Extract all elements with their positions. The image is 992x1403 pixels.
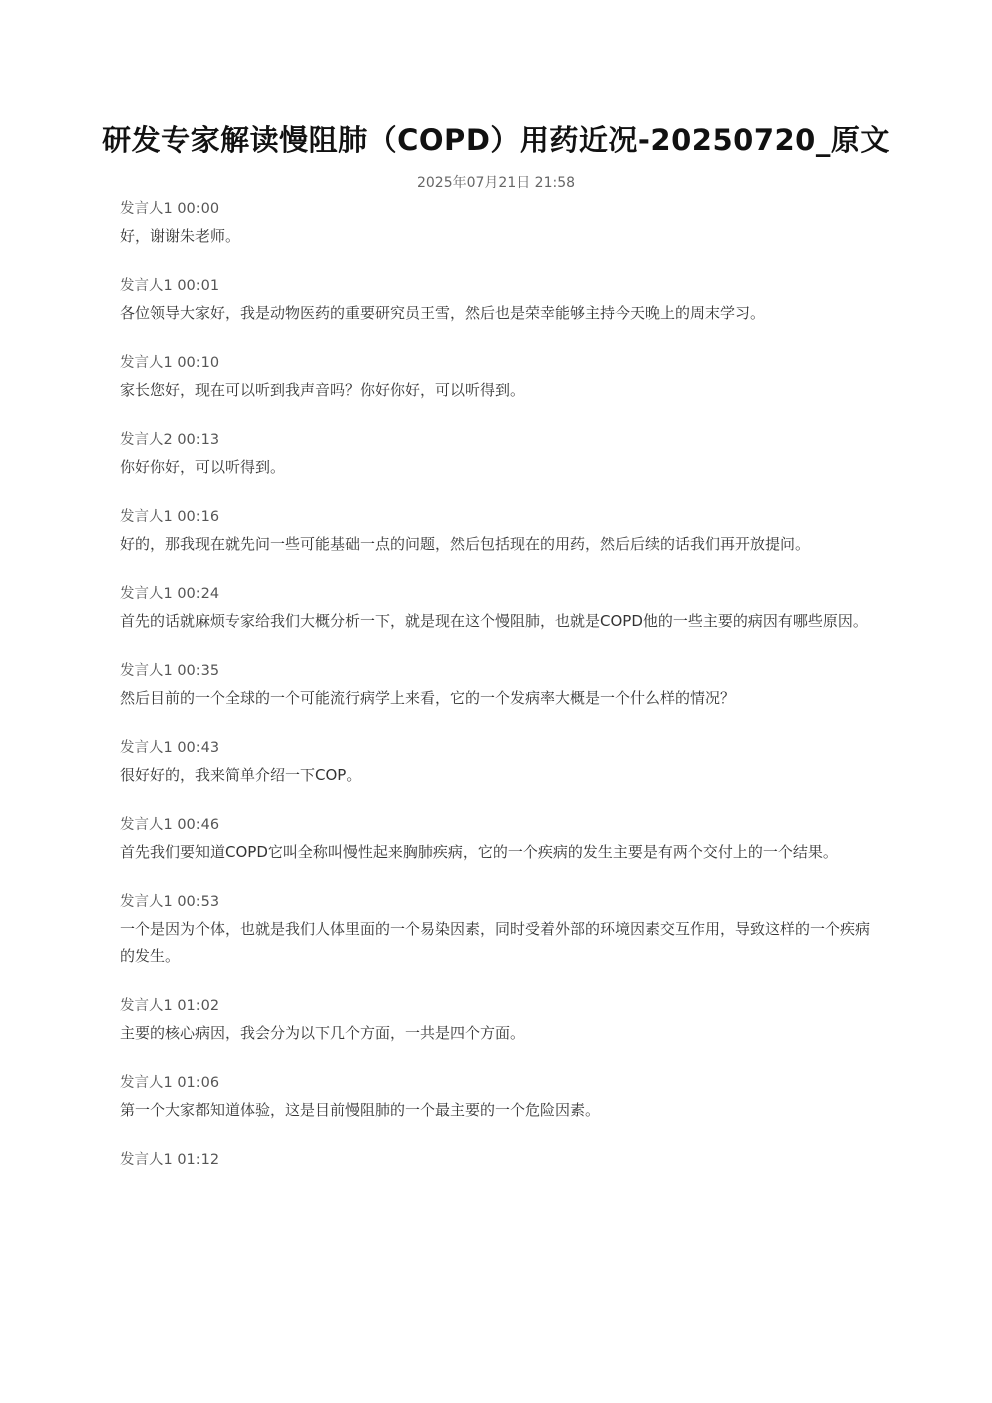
speaker-timestamp: 发言人1 01:02	[120, 998, 220, 1014]
transcript-entry	[120, 584, 875, 635]
speaker-timestamp: 发言人1 00:35	[120, 663, 220, 679]
transcript-entry	[120, 276, 875, 327]
speech-text: 首先的话就麻烦专家给我们大概分析一下，就是现在这个慢阻肺，也就是COPD他的一些主要的病因有哪些原因。	[120, 612, 868, 630]
speech-text: 你好你好，可以听得到。	[120, 458, 286, 476]
speaker-timestamp: 发言人1 00:10	[120, 355, 220, 371]
transcript-entry	[120, 1073, 875, 1124]
speaker-timestamp: 发言人1 00:16	[120, 509, 220, 525]
speech-text: 首先我们要知道COPD它叫全称叫慢性起来胸肺疾病，它的一个疾病的发生主要是有两个交付上的一个结果。	[120, 843, 838, 861]
speech-text: 然后目前的一个全球的一个可能流行病学上来看，它的一个发病率大概是一个什么样的情况？	[120, 689, 736, 707]
transcript-entry	[120, 430, 875, 481]
speech-text: 好，谢谢朱老师。	[120, 227, 241, 245]
speaker-timestamp: 发言人1 00:43	[120, 740, 220, 756]
speaker-timestamp: 发言人1 00:24	[120, 586, 220, 602]
speaker-timestamp: 发言人1 01:06	[120, 1075, 220, 1091]
document-date: 2025年07月21日 21:58	[416, 175, 576, 191]
speaker-timestamp: 发言人1 00:01	[120, 278, 220, 294]
speech-text: 主要的核心病因，我会分为以下几个方面，一共是四个方面。	[120, 1024, 526, 1042]
speaker-timestamp: 发言人1 00:53	[120, 894, 220, 910]
speech-text: 家长您好，现在可以听到我声音吗？你好你好，可以听得到。	[120, 381, 526, 399]
transcript-entry	[120, 353, 875, 404]
transcript	[120, 199, 875, 1195]
speaker-timestamp: 发言人1 00:00	[120, 201, 220, 217]
speech-text: 第一个大家都知道体验，这是目前慢阻肺的一个最主要的一个危险因素。	[120, 1101, 601, 1119]
transcript-entry	[120, 996, 875, 1047]
speaker-timestamp: 发言人2 00:13	[120, 432, 220, 448]
speaker-timestamp: 发言人1 01:12	[120, 1152, 220, 1168]
transcript-entry	[120, 815, 875, 866]
transcript-entry	[120, 738, 875, 789]
transcript-entry	[120, 1150, 875, 1171]
transcript-entry	[120, 661, 875, 712]
speech-text: 很好好的，我来简单介绍一下COP。	[120, 766, 362, 784]
transcript-entry	[120, 507, 875, 558]
document-title: 研发专家解读慢阻肺（COPD）用药近况-20250720_原文	[102, 123, 890, 157]
speech-text: 各位领导大家好，我是动物医药的重要研究员王雪，然后也是荣幸能够主持今天晚上的周末学习。	[120, 304, 766, 322]
speech-text: 一个是因为个体，也就是我们人体里面的一个易染因素，同时受着外部的环境因素交互作用，导致这样的一个疾病的发生。	[120, 920, 871, 965]
transcript-entry	[120, 892, 875, 970]
speech-text: 好的，那我现在就先问一些可能基础一点的问题，然后包括现在的用药，然后后续的话我们再开放提问。	[120, 535, 811, 553]
transcript-entry	[120, 199, 875, 250]
speaker-timestamp: 发言人1 00:46	[120, 817, 220, 833]
